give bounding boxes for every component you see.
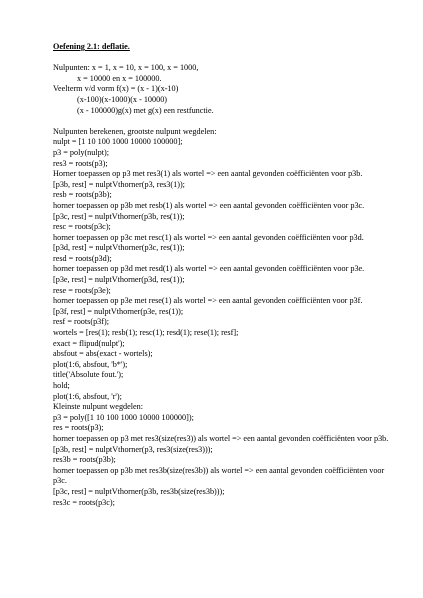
code-line: resd = roots(p3d);	[53, 253, 112, 263]
code-line: p3 = poly(nulpt);	[53, 147, 110, 157]
code-line: horner toepassen op p3e met rese(1) als wortel => een aantal gevonden coëfficiënten voor p3f.	[53, 296, 363, 306]
intro-line: Veelterm v/d vorm f(x) = (x - 1)(x-10)	[53, 84, 179, 94]
code-line: resc = roots(p3c);	[53, 222, 111, 232]
code-line: [p3d, rest] = nulptVthorner(p3c, res(1));	[53, 243, 185, 253]
code-line: wortels = [res(1); resb(1); resc(1); resd(1); rese(1); resf];	[53, 328, 239, 338]
code-line: Horner toepassen op p3 met res3(1) als wortel => een aantal gevonden coëfficiënten voor p3b.	[53, 169, 363, 179]
code-line: [p3c, rest] = nulptVthorner(p3b, res(1));	[53, 211, 185, 221]
intro-line: x = 10000 en x = 100000.	[77, 73, 162, 83]
code-line: absfout = abs(exact - wortels);	[53, 349, 153, 359]
code-line: Kleinste nulpunt wegdelen:	[53, 402, 144, 412]
code-line: horner toepassen op p3d met resd(1) als wortel => een aantal gevonden coëfficiënten voor p3e.	[53, 264, 365, 274]
code-line: [p3b, rest] = nulptVthorner(p3, res3(1));	[53, 179, 185, 189]
code-line: res3 = roots(p3);	[53, 158, 108, 168]
code-line: title('Absolute fout.');	[53, 370, 124, 380]
code-line: hold;	[53, 381, 70, 390]
code-line: exact = flipud(nulpt');	[53, 338, 125, 348]
code-line: res = roots(p3);	[53, 423, 104, 433]
code-line: res3b = roots(p3b);	[53, 455, 116, 465]
code-line: [p3c, rest] = nulptVthorner(p3b, res3b(size(res3b)));	[53, 486, 225, 496]
exercise-title: Oefening 2.1: deflatie.	[53, 42, 130, 51]
intro-line: (x-100)(x-1000)(x - 10000)	[77, 94, 168, 104]
code-line: res3c = roots(p3c);	[53, 497, 115, 507]
code-line: horner toepassen op p3b met res3b(size(res3b)) als wortel => een aantal gevonden coëfficiënten voor p3c.	[53, 465, 385, 486]
code-line: nulpt = [1 10 100 1000 10000 100000];	[53, 137, 183, 147]
intro-line: (x - 100000)g(x) met g(x) een restfunctie.	[77, 105, 214, 115]
code-block	[53, 127, 393, 508]
code-line: horner toepassen op p3b met resb(1) als wortel => een aantal gevonden coëfficiënten voor p3c.	[53, 200, 365, 210]
document-body	[53, 42, 393, 508]
code-line: plot(1:6, absfout, 'b*');	[53, 359, 128, 369]
intro-line: Nulpunten: x = 1, x = 10, x = 100, x = 1000,	[53, 63, 199, 73]
code-line: horner toepassen op p3 met res3(size(res3)) als wortel => een aantal gevonden coëfficiënten voor p3b.	[53, 433, 389, 443]
code-line: rese = roots(p3e);	[53, 285, 111, 295]
code-line: Nulpunten berekenen, grootste nulpunt wegdelen:	[53, 126, 217, 136]
code-line: resf = roots(p3f);	[53, 317, 110, 327]
code-line: p3 = poly([1 10 100 1000 10000 100000]);	[53, 412, 194, 422]
code-line: resb = roots(p3b);	[53, 190, 112, 200]
paragraph-gap	[53, 116, 393, 127]
code-line: [p3f, rest] = nulptVthorner(p3e, res(1));	[53, 306, 184, 316]
code-line: plot(1:6, absfout, 'r');	[53, 391, 122, 401]
code-line: horner toepassen op p3c met resc(1) als wortel => een aantal gevonden coëfficiënten voor p3d.	[53, 232, 364, 242]
code-line: [p3e, rest] = nulptVthorner(p3d, res(1));	[53, 275, 185, 285]
code-line: [p3b, rest] = nulptVthorner(p3, res3(size(res3)));	[53, 444, 213, 454]
